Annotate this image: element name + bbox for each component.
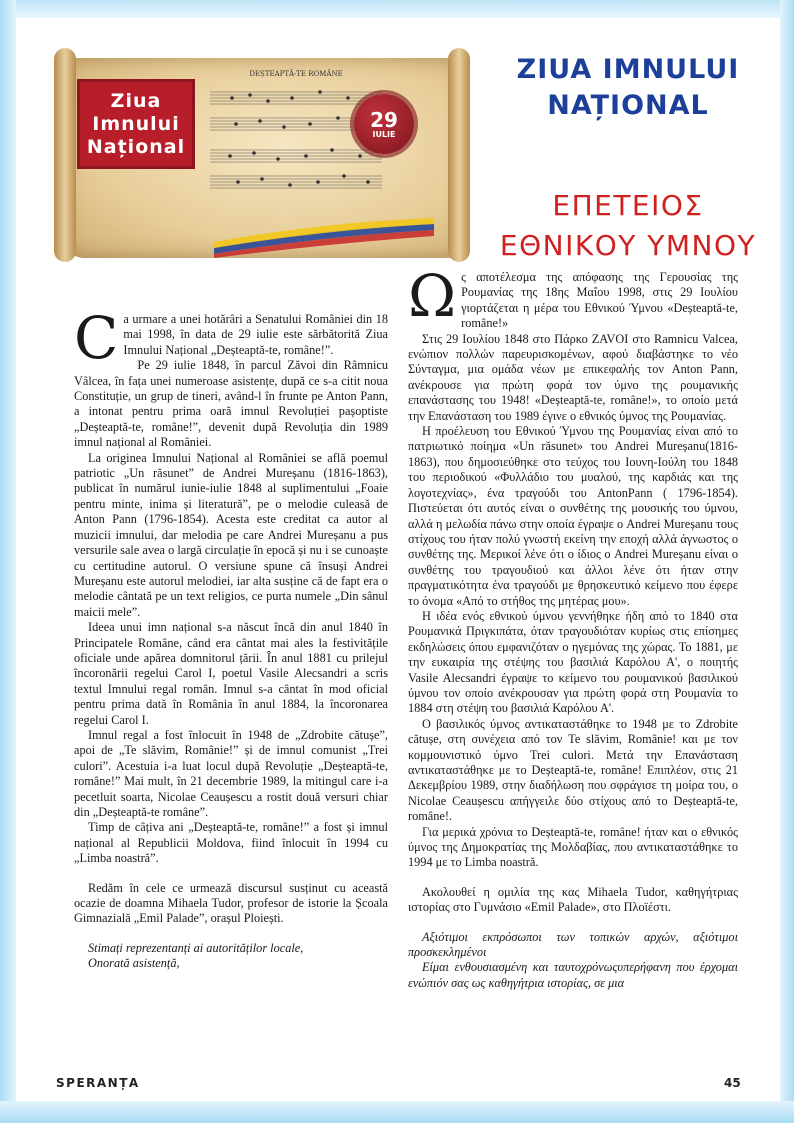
ro-paragraph-6: Timp de câțiva ani „Deșteaptă-te, române!” a fost și imnul național al Republicii Moldova, fiind înlocuit în 1994 cu „Limba noastră”. (74, 820, 388, 866)
scroll-roll-right (448, 48, 470, 262)
gr-paragraph-6: Για μερικά χρόνια το Deșteaptă-te, române! ήταν και ο εθνικός ύμνος της Δημοκρατίας της Μολδαβίας, που αντικαταστάθηκε το 1994 με το Limba noastră. (408, 824, 738, 870)
page-frame-bottom (0, 1101, 794, 1123)
banner-line-3: Național (86, 135, 186, 158)
tricolor-ribbons-icon (214, 218, 434, 258)
sheet-music-title: DEȘTEAPTĂ-TE ROMÂNE (249, 70, 343, 78)
music-staves-icon (202, 78, 390, 216)
hero-illustration (54, 48, 470, 262)
ro-paragraph-1: Ca urmare a unei hotărâri a Senatului României din 18 mai 1998, în data de 29 iulie este sărbătorită Ziua Imnului Național „Deșteaptă-te, române!”. (74, 304, 388, 372)
gr-dropcap: Ω (408, 262, 457, 330)
gr-paragraph-3: Η προέλευση του Εθνικού Ύμνου της Ρουμανίας είναι από το πατριωτικό ποίημα «Un răsunet» του Andrei Mureșanu(1816-1863), που δημοσιεύθηκε στο τεύχος του Ιουνη-Ιούλη του 1848 του περιοδικού «Φυλλάδιο του μυαλού, της καρδιάς και της λογοτεχνίας», ένα τραγούδι του AntonPann ( 1796-1854). Πιστεύεται ότι αυτός είναι ο συνθέτης της μουσικής του ύμνου, αλλά η μελωδία πάνω στην οποία έγραψε ο Andrei Mureșanu τους στίχους του ήταν πολύ γνωστή εκείνη την εποχή αλλά άγνωστος ο συνθέτης της. Μερικοί λένε ότι ο ίδιος ο Andrei Mureșanu είναι ο συνθέτης του τραγουδιού και άλλοι λένε ότι ήταν στην πραγματικότητα ένα τραγούδι με θρησκευτικό κείμενο που έφερε το όνομα «Από το στήθος της μητέρας μου». (408, 424, 738, 608)
page-frame-right (780, 0, 794, 1123)
ro-paragraph-7: Redăm în cele ce urmează discursul susținut cu această ocazie de doamna Mihaela Tudor, profesor de istorie la Școala Gimnazială „Emil Palade”, orașul Ploiești. (74, 880, 388, 926)
ro-paragraph-5: Imnul regal a fost înlocuit în 1948 de „Zdrobite cătușe”, apoi de „Te slăvim, Românie!” și de imnul comunist „Trei culori”. Acestuia i-a luat locul după Revoluție „Deșteaptă-te, române!” Mai mult, în 21 decembrie 1989, la mitingul care i-a pecetluit soarta, Nicolae Ceaușescu a rostit două versuri chiar din „Deșteaptă-te române”. (74, 727, 388, 819)
gr-paragraph-7: Ακολουθεί η ομιλία της κας Mihaela Tudor, καθηγήτριας ιστορίας στο Γυμνάσιο «Emil Palade», στο Πλοϊέστι. (408, 884, 738, 915)
romanian-article-column (74, 304, 388, 972)
gr-paragraph-5: Ο βασιλικός ύμνος αντικαταστάθηκε το 1948 με το Zdrobite cătușe, στη συνέχεια από τον Te slăvim, Românie! και με τον κομμουνιστικό ύμνο Trei culori. Μετά την Επανάσταση αντικαταστάθηκε με το Deșteaptă-te, române! Επιπλέον, στις 21 Δεκεμβρίου 1989, στην διαδήλωση που σφράγισε τη μοίρα του, ο Nicolae Ceaușescu απήγγειλε δύο στίχους από το Deșteaptă-te, române!. (408, 716, 738, 824)
greek-article-column (408, 262, 738, 991)
seal-month: IULIE (372, 129, 396, 139)
title-gr-line-2: ΕΘΝΙΚΟΥ ΥΜΝΟΥ (499, 229, 757, 262)
seal-day: 29 (370, 107, 398, 132)
gr-paragraph-9: Είμαι ενθουσιασμένη και ταυτοχρόνωςυπερήφανη που έρχομαι ενώπιόν σας ως καθηγήτρια ιστορίας, σε μια (408, 960, 738, 990)
gr-paragraph-4: Η ιδέα ενός εθνικού ύμνου γεννήθηκε ήδη από το 1840 στα Ρουμανικά Πριγκιπάτα, όταν τραγουδιόταν κυρίως στις επίσημες εκδηλώσεις όπου εμφανιζόταν ο ηγεμόνας της χώρας. Το 1881, με την ευκαιρία της στέψης του βασιλιά Καρόλου Α', ο ποιητής Vasile Alecsandri έγραψε το κείμενο του ρουμανικού βασιλικού ύμνου τον οποίο ανέκρουσαν για πρώτη φορά στη Ρουμανία το 1884 στη στέψη του βασιλιά Καρόλου Α'. (408, 608, 738, 716)
title-ro-line-2: NAȚIONAL (547, 90, 709, 121)
gr-salutation: Αξιότιμοι εκπρόσωποι των τοπικών αρχών, αξιότιμοι προσκεκλημένοι (408, 929, 738, 960)
ro-salutation-2: Onorată asistență, (88, 956, 180, 971)
title-greek (478, 186, 778, 266)
page-number: 45 (724, 1076, 741, 1090)
banner-line-2: Imnului (92, 112, 180, 135)
banner-line-1: Ziua (110, 89, 162, 112)
ro-dropcap: C (74, 304, 119, 372)
page-frame-left (0, 0, 16, 1123)
title-gr-line-1: ΕΠΕΤΕΙΟΣ (552, 189, 704, 222)
gr-paragraph-2: Στις 29 Ιουλίου 1848 στο Πάρκο ZAVOI στο Ramnicu Valcea, ενώπιον πολλών παρευρισκομένων, αφού διαβάστηκε το νέο Σύνταγμα, μια ομάδα νέων με επικεφαλής τον Anton Pann, ανέκρουσε για πρώτη φορά τον ύμνο της ρουμανικής επανάστασης του 1948! «Deșteaptă-te, române!», το οποίο μετά την Επανάσταση του 1989 έγινε ο εθνικός ύμνος της Ρουμανίας. (408, 331, 738, 423)
page-frame-top (0, 0, 794, 18)
title-romanian (478, 52, 778, 124)
ro-salutation-1: Stimați reprezentanți ai autorităților locale, (88, 940, 304, 955)
date-seal (354, 94, 414, 154)
magazine-name: SPERANȚA (56, 1076, 140, 1090)
title-ro-line-1: ZIUA IMNULUI (516, 54, 740, 85)
ro-paragraph-3: La originea Imnului Național al României se află poemul patriotic „Un răsunet” de Andrei Mureșanu (1816-1863), publicat în numărul iunie-iulie 1848 al suplimentului „Foaie pentru minte, inima și literatură”, pe o melodie culeasă de Anton Pann (1796-1854). Acesta este creditat ca autor al muzicii imnului, dar melodia pe care Andrei Mureșanu a pus versurile sale avea o largă circulație în epocă și nu i se cunoaște cu certitudine autorul. O versiune spune că însuși Andrei Mureșanu este autorul melodiei, iar alta susține că de fapt era o melodie cântată pe un text religios, ce purta numele „Din sânul maicii mele”. (74, 450, 388, 619)
gr-paragraph-1: Ως αποτέλεσμα της απόφασης της Γερουσίας της Ρουμανίας της 18ης Μαΐου 1998, στις 29 Ιουλίου γιορτάζεται η μέρα του Εθνικού Ύμνου «Deșteaptă-te, române!» (408, 262, 738, 331)
ro-paragraph-2: Pe 29 iulie 1848, în parcul Zăvoi din Râmnicu Vâlcea, în fața unei numeroase asistențe, după ce s-a citit noua Constituție, un grup de tineri, având-l în frunte pe Anton Pann, a intonat pentru prima oară imnul Revoluției pașoptiste „Deșteaptă-te, române!”, devenit după Revoluția din 1989 imnul național al României. (74, 358, 388, 450)
scroll-roll-left (54, 48, 76, 262)
ro-paragraph-4: Ideea unui imn național s-a născut încă din anul 1840 în Principatele Române, când era cântat mai ales la festivitățile oficiale unde apărea domnitorul țării. În anul 1881 cu prilejul încoronării regelui Carol I, poetul Vasile Alecsandri a scris textul Imnului regal român. Imnul s-a cântat în mod oficial pentru prima dată în România în anul 1884, la încoronarea regelui Carol I. (74, 620, 388, 727)
anthem-day-banner (80, 82, 192, 166)
